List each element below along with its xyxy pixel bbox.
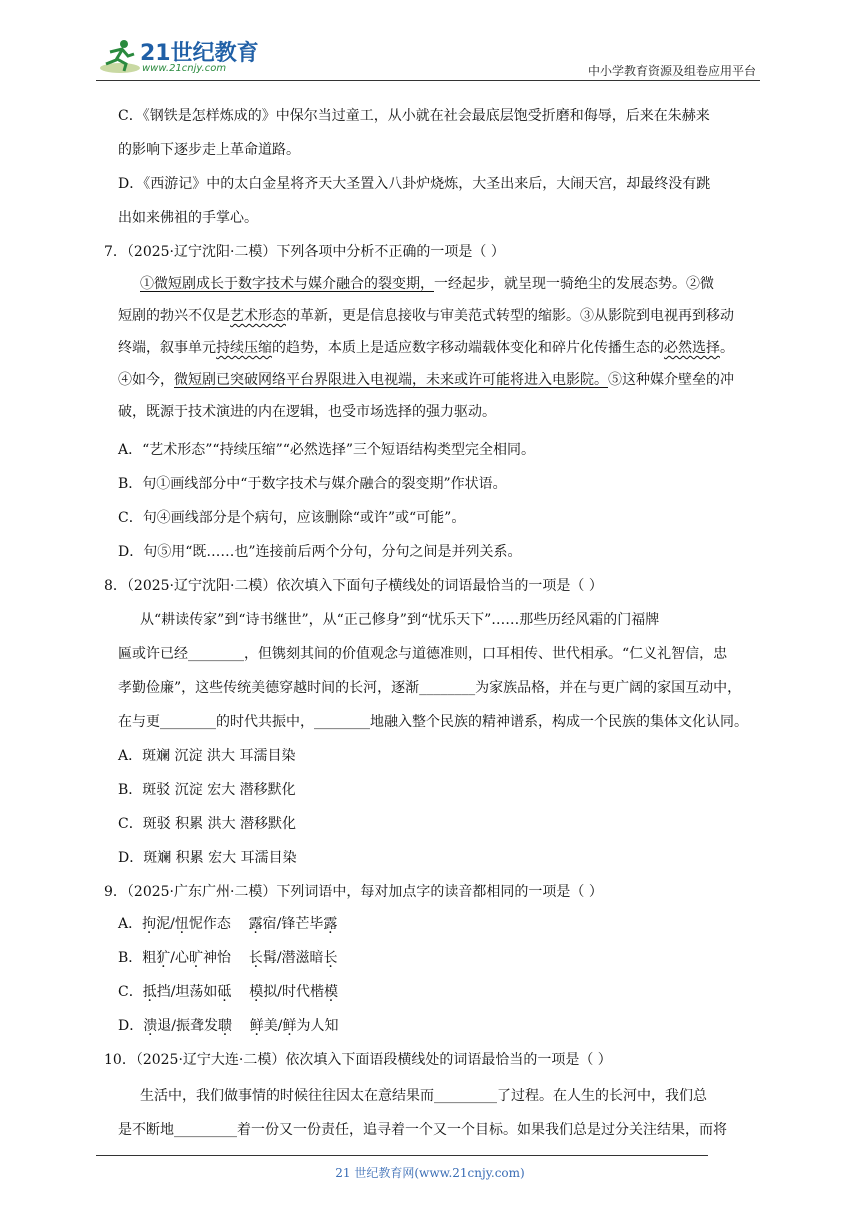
- logo-text: 21世纪教育: [140, 41, 259, 66]
- underlined-sentence-1: ①微短剧成长于数字技术与媒介融合的裂变期，: [140, 276, 434, 292]
- question-9: 9．（2025·广东广州·二模）下列词语中，每对加点字的读音都相同的一项是（ ）: [104, 884, 603, 900]
- question-8: 8．（2025·辽宁沈阳·二模）依次填入下面句子横线处的词语最恰当的一项是（ ）: [104, 578, 603, 594]
- option-8c: C．斑驳 积累 洪大 潜移默化: [118, 816, 297, 832]
- page-footer: 21 世纪教育网(www.21cnjy.com): [335, 1166, 525, 1180]
- passage-7-line-2: 短剧的勃兴不仅是艺术形态的革新，更是信息接收与审美范式转型的缩影。③从影院到电视再到移动: [118, 308, 734, 324]
- underlined-sentence-4: 微短剧已突破网络平台界限进入电视端，未来或许可能将进入电影院。: [174, 372, 608, 388]
- passage-7-line-5: 破，既源于技术演进的内在逻辑，也受市场选择的强力驱动。: [118, 404, 496, 420]
- option-d-line: D．《西游记》中的太白金星将齐天大圣置入八卦炉烧炼，大圣出来后，大闹天宫，却最终没有跳: [118, 176, 711, 192]
- option-c-line: C．《钢铁是怎样炼成的》中保尔当过童工，从小就在社会最底层饱受折磨和侮辱，后来在朱赫来: [118, 108, 710, 124]
- passage-10-line-2: 是不断地_________着一份又一份责任，追寻着一个又一个目标。如果我们总是过分关注结果，而将: [118, 1122, 727, 1138]
- option-9c: C．抵挡/坦荡如砥 模拟/时代楷模: [118, 984, 338, 1000]
- option-c-line-2: 的影响下逐步走上革命道路。: [118, 142, 300, 158]
- option-7b: B．句①画线部分中“于数字技术与媒介融合的裂变期”作状语。: [118, 476, 507, 492]
- question-10: 10．（2025·辽宁大连·二模）依次填入下面语段横线处的词语最恰当的一项是（ ）: [104, 1052, 612, 1068]
- logo: [96, 36, 266, 78]
- passage-7-line-1: ①微短剧成长于数字技术与媒介融合的裂变期，一经起步，就呈现一骑绝尘的发展态势。②微: [140, 276, 714, 292]
- passage-7-line-3: 终端，叙事单元持续压缩的趋势，本质上是适应数字移动端载体变化和碎片化传播生态的必然选择。: [118, 340, 734, 356]
- passage-10-line-1: 生活中，我们做事情的时候往往因太在意结果而_________了过程。在人生的长河中，我们总: [140, 1088, 707, 1104]
- passage-8-line-1: 从“耕读传家”到“诗书继世”，从“正己修身”到“忧乐天下”……那些历经风霜的门福牌: [140, 612, 660, 628]
- option-7a: A．“艺术形态”“持续压缩”“必然选择”三个短语结构类型完全相同。: [118, 442, 536, 458]
- header-divider: [96, 80, 760, 81]
- dotted-phrase-choice: 必然选择: [664, 340, 720, 356]
- footer-divider: [96, 1155, 708, 1156]
- option-7c: C．句④画线部分是个病句，应该删除“或许”或“可能”。: [118, 510, 466, 526]
- option-8b: B．斑驳 沉淀 宏大 潜移默化: [118, 782, 296, 798]
- passage-8-line-2: 匾或许已经________，但镌刻其间的价值观念与道德准则，口耳相传、世代相承。“仁义礼智信，忠: [118, 646, 728, 662]
- option-d-line-2: 出如来佛祖的手掌心。: [118, 210, 258, 226]
- option-9a: A．拘泥/忸怩作态 露宿/锋芒毕露: [118, 916, 338, 932]
- dotted-phrase-art-form: 艺术形态: [230, 308, 286, 324]
- option-9b: B．粗犷/心旷神怡 长髯/潜滋暗长: [118, 950, 338, 966]
- passage-7-line-4: ④如今，微短剧已突破网络平台界限进入电视端，未来或许可能将进入电影院。⑤这种媒介壁垒的冲: [118, 372, 734, 388]
- option-8a: A．斑斓 沉淀 洪大 耳濡目染: [118, 748, 296, 764]
- runner-logo-icon: [96, 38, 140, 76]
- option-8d: D．斑斓 积累 宏大 耳濡目染: [118, 850, 297, 866]
- platform-name: 中小学教育资源及组卷应用平台: [587, 64, 756, 78]
- question-7: 7．（2025·辽宁沈阳·二模）下列各项中分析不正确的一项是（ ）: [104, 244, 505, 260]
- passage-8-line-4: 在与更________的时代共振中，________地融入整个民族的精神谱系，构成一个民族的集体文化认同。: [118, 714, 748, 730]
- dotted-phrase-compress: 持续压缩: [216, 340, 272, 356]
- option-7d: D．句⑤用“既……也”连接前后两个分句，分句之间是并列关系。: [118, 544, 522, 560]
- page-header: [96, 36, 760, 82]
- logo-url: www.21cnjy.com: [142, 63, 227, 74]
- option-9d: D．溃退/振聋发聩 鲜美/鲜为人知: [118, 1018, 339, 1034]
- passage-8-line-3: 孝勤俭廉”，这些传统美德穿越时间的长河，逐渐________为家族品格，并在与更广阔的家国互动中，: [118, 680, 742, 696]
